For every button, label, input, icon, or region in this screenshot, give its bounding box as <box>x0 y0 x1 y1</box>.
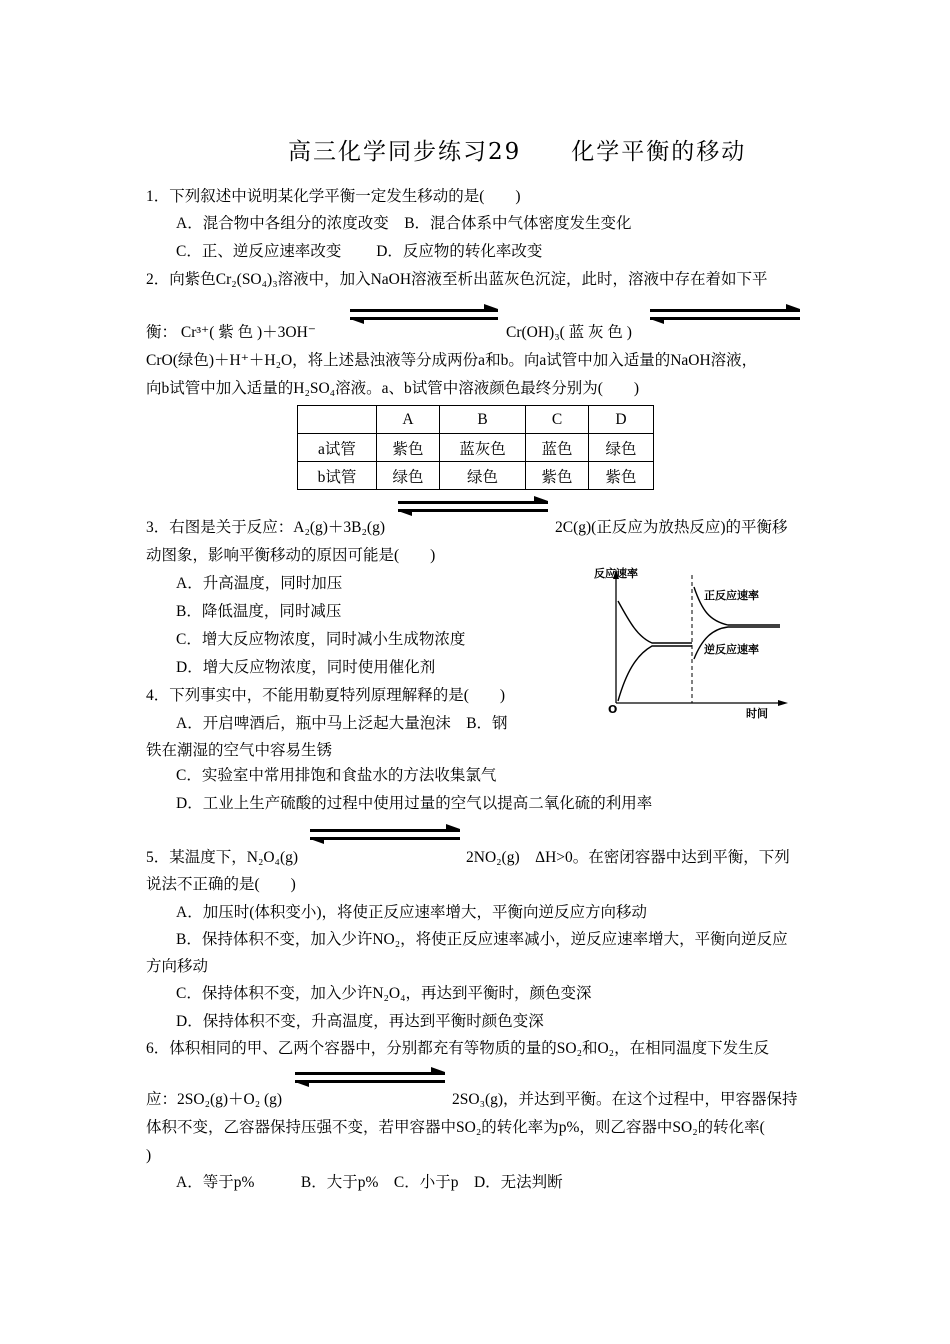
svg-text:反应速率: 反应速率 <box>594 567 638 580</box>
q3-line1a: 3．右图是关于反应：A₂(g)＋3B₂(g) <box>146 519 385 536</box>
q1-options-cd: C．正、逆反应速率改变 D．反应物的转化率改变 <box>176 243 543 260</box>
table-row: b试管 绿色 绿色 紫色 紫色 <box>298 462 654 490</box>
q4-option-c: C．实验室中常用排饱和食盐水的方法收集氯气 <box>176 767 497 784</box>
equilibrium-arrow-icon <box>650 309 800 321</box>
q4-option-d: D．工业上生产硫酸的过程中使用过量的空气以提高二氧化硫的利用率 <box>176 795 653 812</box>
q2-answer-table <box>297 405 654 490</box>
graph-forward-label: 正反应速率 <box>704 589 759 602</box>
q1-options-ab: A．混合物中各组分的浓度改变 B．混合体系中气体密度发生变化 <box>176 215 632 232</box>
q2-line1: 2．向紫色Cr₂(SO₄)₃溶液中，加入NaOH溶液至析出蓝灰色沉淀，此时，溶液中存在着如下平 <box>146 271 768 288</box>
graph-x-label: 时间 <box>746 707 768 720</box>
rate-time-graph <box>580 555 810 725</box>
q6-line4: ) <box>146 1147 152 1164</box>
q5-option-b: B．保持体积不变，加入少许NO₂，将使正反应速率减小，逆反应速率增大，平衡向逆反应 <box>176 931 788 948</box>
q2-line3: CrO(绿色)＋H⁺＋H₂O，将上述悬浊液等分成两份a和b。向a试管中加入适量的NaOH溶液， <box>146 352 758 369</box>
q3-option-d: D．增大反应物浓度，同时使用催化剂 <box>176 659 436 676</box>
graph-reverse-label: 逆反应速率 <box>704 643 759 656</box>
q5-line1b: 2NO₂(g) ΔH>0。在密闭容器中达到平衡，下列 <box>466 849 790 866</box>
q3-option-a: A．升高温度，同时加压 <box>176 575 343 592</box>
q4-option-b: 铁在潮湿的空气中容易生锈 <box>146 742 333 759</box>
graph-y-label <box>594 566 638 580</box>
q3-option-b: B．降低温度，同时减压 <box>176 603 342 620</box>
q3-line2: 动图象，影响平衡移动的原因可能是( ) <box>146 547 436 564</box>
equilibrium-arrow-icon <box>350 309 498 321</box>
q5-option-d: D．保持体积不变，升高温度，再达到平衡时颜色变深 <box>176 1013 544 1030</box>
graph-origin-label: O <box>608 703 618 716</box>
equilibrium-arrow-icon <box>398 501 548 513</box>
q3-option-c: C．增大反应物浓度，同时减小生成物浓度 <box>176 631 466 648</box>
q5-line2: 说法不正确的是( ) <box>146 876 296 893</box>
q2-line4: 向b试管中加入适量的H₂SO₄溶液。a、b试管中溶液颜色最终分别为( ) <box>146 380 640 397</box>
table-row: A B C D <box>298 406 654 434</box>
q2-line2a: 衡： Cr³⁺( 紫 色 )＋3OH⁻ <box>146 324 316 341</box>
q6-line2b: 2SO₃(g)，并达到平衡。在这个过程中，甲容器保持 <box>452 1091 798 1108</box>
page-title: 高三化学同步练习29 化学平衡的移动 <box>288 139 747 165</box>
q6-line1: 6．体积相同的甲、乙两个容器中，分别都充有等物质的量的SO₂和O₂，在相同温度下发生反 <box>146 1040 770 1057</box>
q4-stem: 4．下列事实中，不能用勒夏特列原理解释的是( ) <box>146 687 506 704</box>
equilibrium-arrow-icon <box>310 829 460 841</box>
equilibrium-arrow-icon <box>295 1072 445 1084</box>
q6-line3: 体积不变，乙容器保持压强不变，若甲容器中SO₂的转化率为p%，则乙容器中SO₂的转化率( <box>146 1119 765 1136</box>
q3-line1b: 2C(g)(正反应为放热反应)的平衡移 <box>555 519 788 536</box>
q6-options: A．等于p% B．大于p% C．小于p D．无法判断 <box>176 1174 563 1191</box>
q5-option-c: C．保持体积不变，加入少许N₂O₄，再达到平衡时，颜色变深 <box>176 985 592 1002</box>
q1-stem: 1．下列叙述中说明某化学平衡一定发生移动的是( ) <box>146 188 521 205</box>
q5-option-b-cont: 方向移动 <box>146 958 209 975</box>
q5-line1a: 5．某温度下，N₂O₄(g) <box>146 849 299 866</box>
q2-line2b: Cr(OH)₃( 蓝 灰 色 ) <box>506 324 632 341</box>
q5-option-a: A．加压时(体积变小)，将使正反应速率增大，平衡向逆反应方向移动 <box>176 904 648 921</box>
table-row: a试管 紫色 蓝灰色 蓝色 绿色 <box>298 434 654 462</box>
q6-line2a: 应：2SO₂(g)＋O₂ (g) <box>146 1091 283 1108</box>
q4-option-a: A．开启啤酒后，瓶中马上泛起大量泡沫 B．钢 <box>176 715 508 732</box>
